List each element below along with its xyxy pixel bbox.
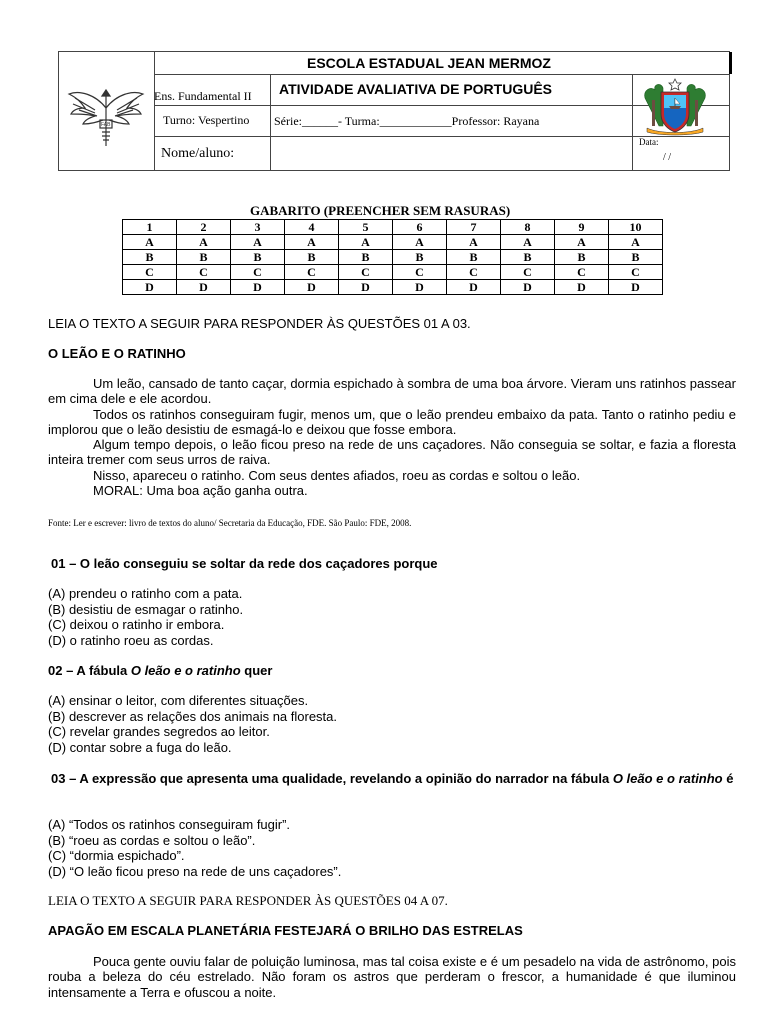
option-cell[interactable]: B [393,250,447,265]
option-cell[interactable]: B [339,250,393,265]
answer-key-option-row [123,235,663,250]
option-cell[interactable]: B [231,250,285,265]
question-01 [51,556,741,572]
option-cell[interactable]: D [339,280,393,295]
instruction-text: LEIA O TEXTO A SEGUIR PARA RESPONDER ÀS QUESTÕES 01 A 03. [48,316,471,331]
option-cell[interactable]: A [501,235,555,250]
article-paragraph: Pouca gente ouviu falar de poluição luminosa, mas tal coisa existe e é um pesadelo na vida de astrônomo, pois rouba a beleza do céu estrelado. Não foram os astros que perderam o frescor, a humanidade é que iluminou intensamente a Terra e ofuscou a noite. [48,954,736,1000]
option-cell[interactable]: D [393,280,447,295]
question-number-cell: 4 [285,220,339,235]
state-coat-of-arms-emblem [639,78,711,136]
option-cell[interactable]: D [447,280,501,295]
shift-label: Turno: Vespertino [163,113,250,127]
fable-title: O leão e o ratinho [130,663,241,678]
option-cell[interactable]: B [285,250,339,265]
option-cell[interactable]: A [609,235,663,250]
question-02-options [48,693,337,755]
option-cell[interactable]: C [501,265,555,280]
date-label: Data: [639,137,659,147]
option-cell[interactable]: C [393,265,447,280]
question-number-cell: 6 [393,220,447,235]
option-cell[interactable]: A [339,235,393,250]
story-paragraph: Nisso, apareceu o ratinho. Com seus dentes afiados, roeu as cordas e soltou o leão. [93,467,581,483]
option-cell[interactable]: C [177,265,231,280]
fable-title: O leão e o ratinho [612,771,723,786]
question-text-end: é [722,771,734,786]
question-02 [48,663,738,679]
date-field: / / [663,152,672,163]
answer-key-option-row [123,250,663,265]
emblem-letters: FAB [101,122,111,128]
question-number-cell: 5 [339,220,393,235]
option-cell[interactable]: D [609,280,663,295]
option-cell[interactable]: C [609,265,663,280]
story-paragraph: Algum tempo depois, o leão ficou preso na rede de uns caçadores. Não conseguia se soltar, e fazia a floresta inteira tremer com seus urros de raiva. [48,437,736,468]
question-number-cell: 2 [177,220,231,235]
question-number-cell: 3 [231,220,285,235]
question-number-cell: 9 [555,220,609,235]
option-cell[interactable]: B [123,250,177,265]
option-cell[interactable]: D [285,280,339,295]
option-b: (B) descrever as relações dos animais na floresta. [48,708,338,724]
instruction-text: LEIA O TEXTO A SEGUIR PARA RESPONDER ÀS QUESTÕES 04 A 07. [48,893,448,908]
option-cell[interactable]: A [285,235,339,250]
question-number-cell: 1 [123,220,177,235]
option-c: (C) deixou o ratinho ir embora. [48,617,225,633]
text-title: APAGÃO EM ESCALA PLANETÁRIA FESTEJARÁ O BRILHO DAS ESTRELAS [48,923,523,938]
option-cell[interactable]: B [177,250,231,265]
option-cell[interactable]: A [177,235,231,250]
option-cell[interactable]: A [393,235,447,250]
option-b: (B) “roeu as cordas e soltou o leão”. [48,832,256,848]
answer-key-option-row [123,265,663,280]
option-cell[interactable]: D [231,280,285,295]
answer-key-table [122,219,663,295]
option-d: (D) contar sobre a fuga do leão. [48,739,232,755]
school-name: ESCOLA ESTADUAL JEAN MERMOZ [307,55,551,71]
option-cell[interactable]: C [231,265,285,280]
option-a: (A) ensinar o leitor, com diferentes situações. [48,693,309,708]
option-d: (D) o ratinho roeu as cordas. [48,632,214,648]
option-d: (D) “O leão ficou preso na rede de uns caçadores”. [48,863,342,879]
question-text: 02 – A fábula [48,663,131,678]
question-number-cell: 8 [501,220,555,235]
option-cell[interactable]: B [447,250,501,265]
option-cell[interactable]: D [555,280,609,295]
answer-key-title: GABARITO (PREENCHER SEM RASURAS) [250,203,511,218]
option-c: (C) revelar grandes segredos ao leitor. [48,724,270,740]
answer-key-option-row [123,280,663,295]
option-cell[interactable]: D [123,280,177,295]
question-03 [51,771,737,787]
story-paragraph: Um leão, cansado de tanto caçar, dormia espichado à sombra de uma boa árvore. Vieram uns ratinhos passear em cima dele e ele acordou. [48,376,736,407]
option-cell[interactable]: A [123,235,177,250]
option-c: (C) “dormia espichado”. [48,848,185,864]
question-text-end: quer [240,663,273,678]
story-text [48,376,736,498]
level-label: Ens. Fundamental II [154,89,252,103]
option-cell[interactable]: B [609,250,663,265]
option-cell[interactable]: A [231,235,285,250]
answer-key-header-row [123,220,663,235]
question-03-options [48,817,341,879]
question-text: 03 – A expressão que apresenta uma qualidade, revelando a opinião do narrador na fábula [51,771,613,786]
article-text [48,954,736,1000]
story-moral: MORAL: Uma boa ação ganha outra. [93,483,308,499]
option-cell[interactable]: D [177,280,231,295]
option-cell[interactable]: A [555,235,609,250]
air-force-wings-emblem [65,88,147,150]
option-b: (B) desistiu de esmagar o ratinho. [48,601,244,617]
story-paragraph: Todos os ratinhos conseguiram fugir, menos um, que o leão prendeu embaixo da pata. Tanto o ratinho pediu e implorou que o leão desistiu de esmagá-lo e deixou que fosse embora. [48,406,736,437]
option-cell[interactable]: B [501,250,555,265]
student-name-label: Nome/aluno: [161,146,235,161]
question-number-cell: 10 [609,220,663,235]
question-number-cell: 7 [447,220,501,235]
question-text: 01 – O leão conseguiu se soltar da rede dos caçadores porque [51,556,438,571]
source-citation: Fonte: Ler e escrever: livro de textos do aluno/ Secretaria da Educação, FDE. São Paulo: FDE, 2008. [48,518,412,528]
question-01-options [48,586,243,648]
option-cell[interactable]: C [339,265,393,280]
option-cell[interactable]: C [123,265,177,280]
text-title: O LEÃO E O RATINHO [48,346,186,361]
option-cell[interactable]: D [501,280,555,295]
option-cell[interactable]: C [555,265,609,280]
grade-class-teacher-line: Série:______- Turma:____________Professor: Rayana [274,114,540,128]
option-cell[interactable]: A [447,235,501,250]
option-cell[interactable]: B [555,250,609,265]
option-a: (A) prendeu o ratinho com a pata. [48,586,243,601]
option-a: (A) “Todos os ratinhos conseguiram fugir”. [48,817,291,832]
option-cell[interactable]: C [447,265,501,280]
option-cell[interactable]: C [285,265,339,280]
header-box [58,51,730,171]
activity-title: ATIVIDADE AVALIATIVA DE PORTUGUÊS [279,81,553,97]
